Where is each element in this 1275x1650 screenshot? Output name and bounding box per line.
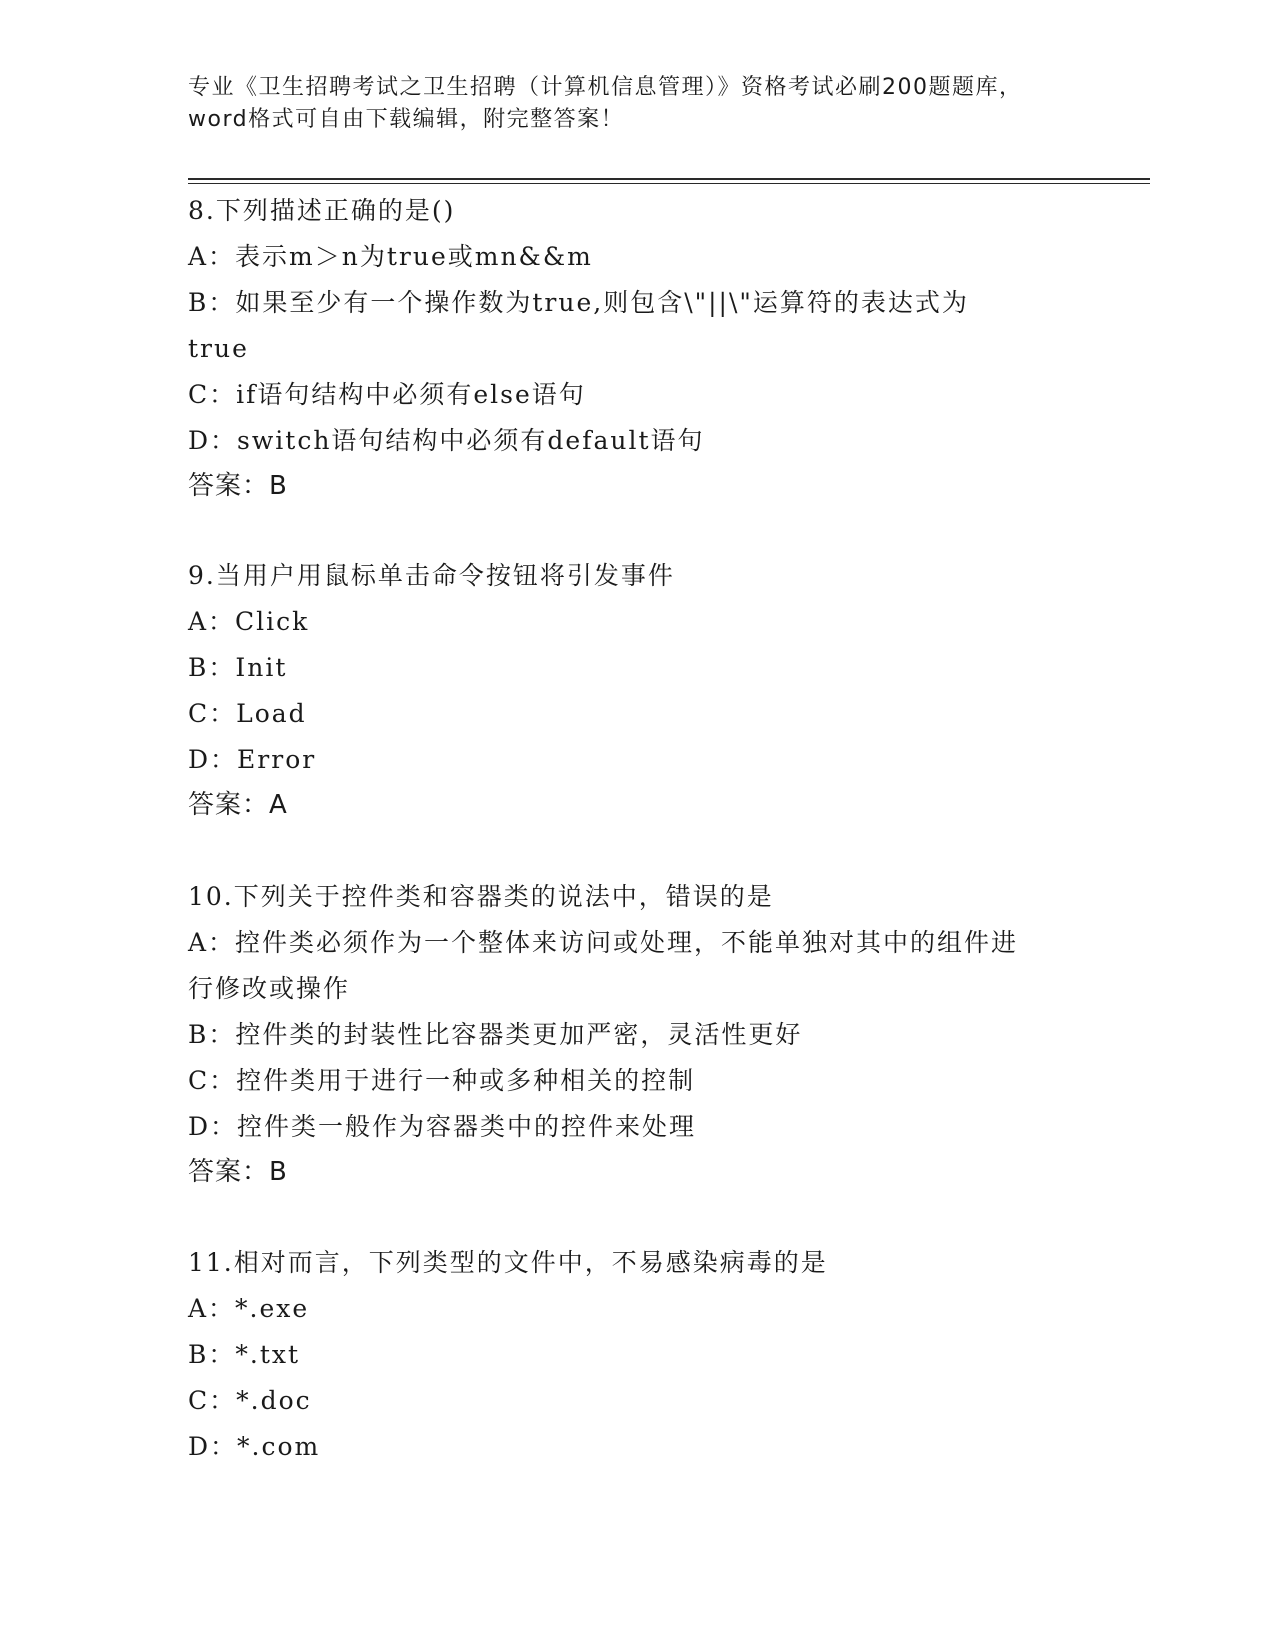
option-c: C：控件类用于进行一种或多种相关的控制 xyxy=(188,1066,696,1095)
option-a-line-1: A：控件类必须作为一个整体来访问或处理，不能单独对其中的组件进 xyxy=(188,928,1019,957)
header-divider xyxy=(188,178,1150,184)
option-a: A：表示m＞n为true或mn&&m xyxy=(188,242,593,271)
question-9 xyxy=(188,553,1088,827)
option-d: D：Error xyxy=(188,745,317,774)
option-b-line-1: B：如果至少有一个操作数为true,则包含\"||\"运算符的表达式为 xyxy=(188,288,969,317)
option-d: D：switch语句结构中必须有default语句 xyxy=(188,426,705,455)
answer: 答案：B xyxy=(188,471,288,501)
option-c: C：Load xyxy=(188,699,307,728)
option-c: C：*.doc xyxy=(188,1386,312,1415)
question-stem: 10.下列关于控件类和容器类的说法中，错误的是 xyxy=(188,882,774,911)
option-c: C：if语句结构中必须有else语句 xyxy=(188,380,586,409)
answer: 答案：B xyxy=(188,1157,288,1187)
question-stem: 11.相对而言，下列类型的文件中，不易感染病毒的是 xyxy=(188,1248,828,1277)
option-b: B：*.txt xyxy=(188,1340,301,1369)
option-a: A：Click xyxy=(188,607,310,636)
option-d: D：*.com xyxy=(188,1432,321,1461)
document-header xyxy=(188,72,1088,136)
option-a-line-2: 行修改或操作 xyxy=(188,974,351,1003)
question-8 xyxy=(188,188,1088,508)
option-d: D：控件类一般作为容器类中的控件来处理 xyxy=(188,1112,697,1141)
option-b: B：控件类的封装性比容器类更加严密，灵活性更好 xyxy=(188,1020,803,1049)
option-b: B：Init xyxy=(188,653,288,682)
question-stem: 9.当用户用鼠标单击命令按钮将引发事件 xyxy=(188,561,675,590)
header-title-line-2: word格式可自由下载编辑，附完整答案！ xyxy=(188,107,625,132)
option-b-line-2: true xyxy=(188,334,249,363)
question-11 xyxy=(188,1240,1088,1470)
answer: 答案：A xyxy=(188,790,288,820)
question-10 xyxy=(188,874,1088,1194)
header-title-line-1: 专业《卫生招聘考试之卫生招聘（计算机信息管理）》资格考试必刷200题题库， xyxy=(188,75,1023,100)
question-stem: 8.下列描述正确的是() xyxy=(188,196,456,225)
option-a: A：*.exe xyxy=(188,1294,310,1323)
